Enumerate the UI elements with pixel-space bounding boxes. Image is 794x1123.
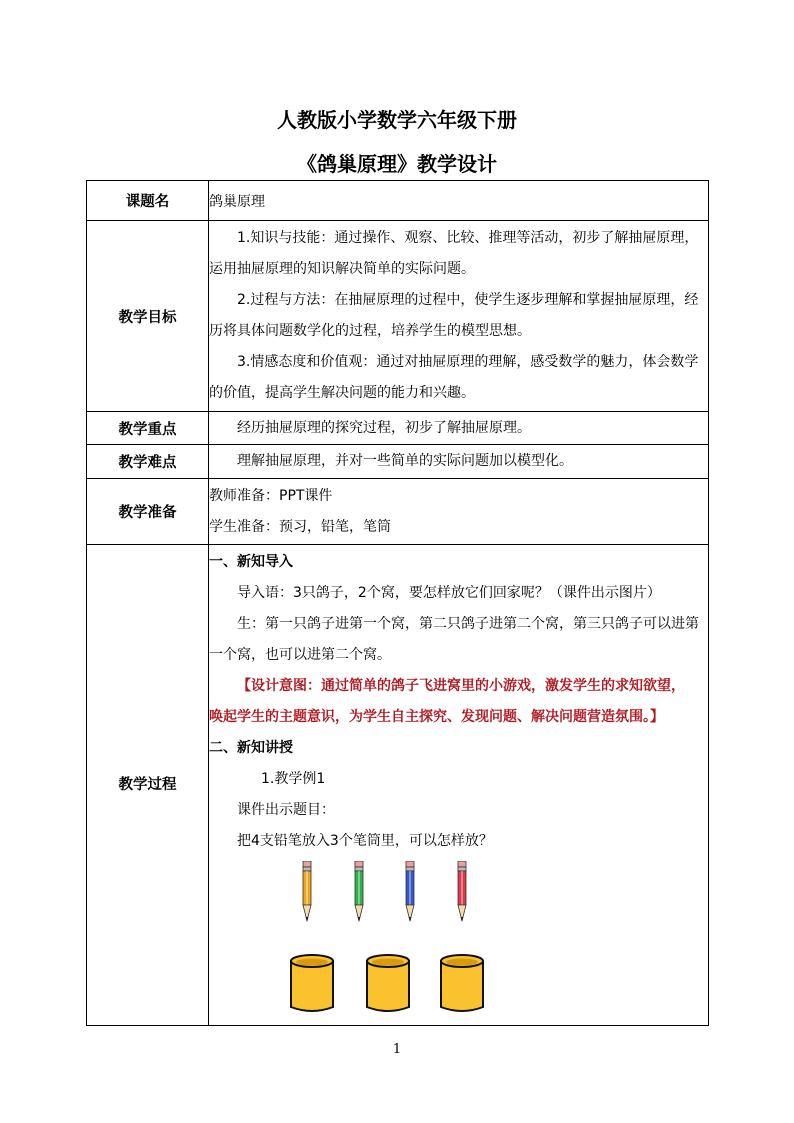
design-intent-line-1: 【设计意图：通过简单的鸽子飞进窝里的小游戏，激发学生的求知欲望， bbox=[237, 678, 685, 694]
goal-1-line-2: 运用抽屉原理的知识解决简单的实际问题。 bbox=[209, 261, 475, 277]
pencils-and-cups-illustration bbox=[209, 857, 708, 1017]
student-answer-line-1: 生：第一只鸽子进第一个窝，第二只鸽子进第二个窝，第三只鸽子可以进第 bbox=[237, 616, 699, 632]
prep-student: 学生准备：预习，铅笔，笔筒 bbox=[209, 518, 391, 535]
value-process bbox=[209, 545, 709, 1026]
lesson-plan-table bbox=[86, 180, 709, 1026]
design-intent-line-2: 唤起学生的主题意识，为学生自主探究、发现问题、解决问题营造氛围。】 bbox=[209, 709, 664, 725]
goal-3-line-1: 3.情感态度和价值观：通过对抽屉原理的理解，感受数学的魅力，体会数学 bbox=[237, 354, 699, 370]
section-heading-intro: 一、新知导入 bbox=[209, 554, 293, 570]
prep-teacher: 教师准备：PPT课件 bbox=[209, 487, 333, 504]
goal-2-line-1: 2.过程与方法：在抽屉原理的过程中，使学生逐步理解和掌握抽屉原理，经 bbox=[237, 292, 699, 308]
goal-1-line-1: 1.知识与技能：通过操作、观察、比较、推理等活动，初步了解抽屉原理， bbox=[237, 230, 699, 246]
difficulty-text: 理解抽屉原理，并对一些简单的实际问题加以模型化。 bbox=[237, 453, 573, 469]
row-process bbox=[87, 545, 709, 1026]
pen-cup-3 bbox=[441, 955, 483, 1011]
document-title: 人教版小学数学六年级下册 bbox=[277, 108, 517, 132]
row-goals bbox=[87, 221, 709, 412]
row-difficulty bbox=[87, 445, 709, 479]
row-topic bbox=[87, 181, 709, 221]
value-prep bbox=[209, 479, 709, 545]
label-difficulty: 教学难点 bbox=[87, 445, 209, 479]
pencil-2 bbox=[355, 861, 363, 922]
label-goals: 教学目标 bbox=[87, 221, 209, 412]
student-answer-line-2: 一个窝，也可以进第二个窝。 bbox=[209, 647, 391, 663]
pencils-cups-svg bbox=[287, 861, 627, 1019]
goal-2-line-2: 历将具体问题数学化的过程，培养学生的模型思想。 bbox=[209, 323, 531, 339]
courseware-show: 课件出示题目： bbox=[237, 802, 335, 818]
label-process: 教学过程 bbox=[87, 545, 209, 1026]
label-topic: 课题名 bbox=[87, 181, 209, 221]
intro-text: 导入语：3只鸽子，2个窝，要怎样放它们回家呢？（课件出示图片） bbox=[237, 585, 661, 601]
pen-cup-1 bbox=[291, 955, 333, 1011]
keypoint-text: 经历抽屉原理的探究过程，初步了解抽屉原理。 bbox=[237, 419, 531, 436]
label-prep: 教学准备 bbox=[87, 479, 209, 545]
goal-3-line-2: 的价值，提高学生解决问题的能力和兴趣。 bbox=[209, 385, 475, 401]
value-topic: 鸽巢原理 bbox=[209, 181, 709, 221]
pencil-1 bbox=[303, 861, 311, 922]
value-difficulty bbox=[209, 445, 709, 479]
page-number: 1 bbox=[392, 1042, 402, 1057]
value-goals bbox=[209, 221, 709, 412]
pencil-4 bbox=[458, 861, 466, 922]
pencil-3 bbox=[406, 861, 414, 922]
example-1-title: 1.教学例1 bbox=[261, 771, 326, 787]
section-heading-teaching: 二、新知讲授 bbox=[209, 740, 293, 756]
value-keypoint bbox=[209, 412, 709, 445]
label-keypoint: 教学重点 bbox=[87, 412, 209, 445]
example-question: 把4支铅笔放入3个笔筒里，可以怎样放？ bbox=[237, 833, 493, 849]
pen-cup-2 bbox=[367, 955, 409, 1011]
row-prep bbox=[87, 479, 709, 545]
row-keypoint bbox=[87, 412, 709, 445]
document-subtitle: 《鸽巢原理》教学设计 bbox=[297, 152, 497, 176]
